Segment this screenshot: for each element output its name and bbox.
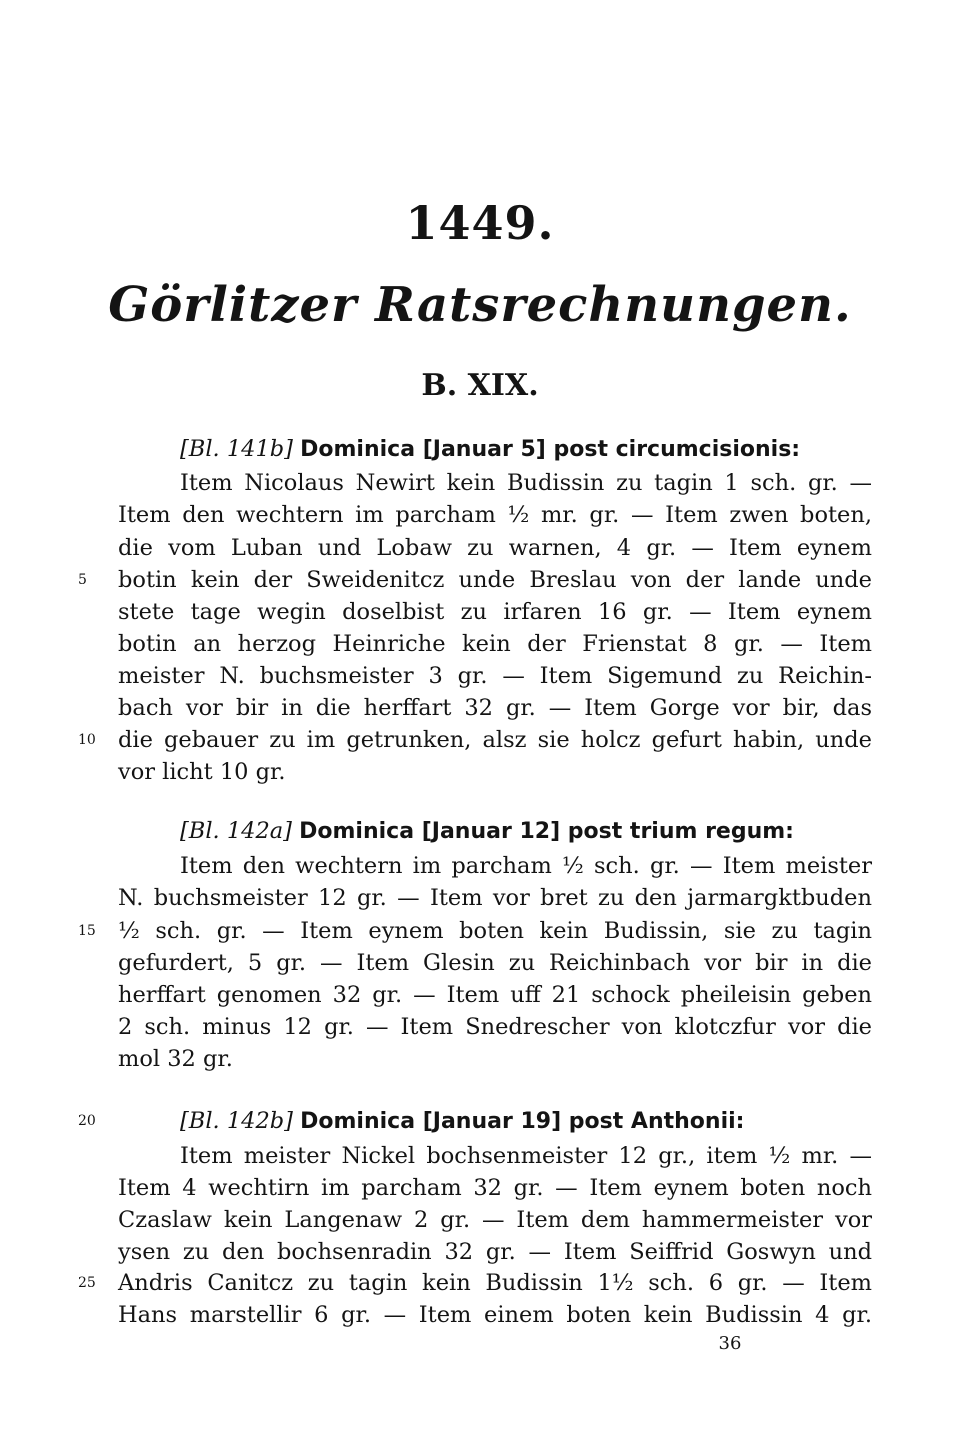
- folio-reference: [Bl. 141b]: [180, 436, 293, 462]
- text-line: die gebauer zu im getrunken, alsz sie holcz gefurt habin, unde: [118, 727, 872, 753]
- year-heading: 1449.: [405, 196, 555, 250]
- section-heading: [180, 434, 872, 464]
- text-line: N. buchsmeister 12 gr. — Item vor bret zu den jarmargktbuden: [118, 885, 872, 911]
- section-heading: [180, 816, 872, 846]
- section-heading-text: Dominica [Januar 12] post trium regum:: [299, 819, 794, 844]
- line-number: 10: [78, 732, 96, 748]
- text-line: 2 sch. minus 12 gr. — Item Snedrescher von klotczfur vor die: [118, 1014, 872, 1040]
- line-number: 5: [78, 572, 87, 588]
- folio-reference: [Bl. 142a]: [180, 818, 292, 844]
- text-line: Item 4 wechtirn im parcham 32 gr. — Item eynem boten noch: [118, 1175, 872, 1201]
- text-line: Item meister Nickel bochsenmeister 12 gr., item ½ mr. —: [180, 1143, 872, 1169]
- line-number: 20: [78, 1113, 96, 1129]
- document-title: Görlitzer Ratsrechnungen.: [108, 277, 852, 333]
- text-line: gefurdert, 5 gr. — Item Glesin zu Reichinbach vor bir in die: [118, 950, 872, 976]
- page-number: 36: [718, 1333, 742, 1354]
- line-number: 15: [78, 923, 96, 939]
- folio-reference: [Bl. 142b]: [180, 1108, 293, 1134]
- text-line: bach vor bir in die herffart 32 gr. — Item Gorge vor bir, das: [118, 695, 872, 721]
- text-line: Item den wechtern im parcham ½ sch. gr. — Item meister: [180, 853, 872, 879]
- text-line: ½ sch. gr. — Item eynem boten kein Budissin, sie zu tagin: [118, 918, 872, 944]
- text-line: mol 32 gr.: [118, 1046, 233, 1072]
- volume-label: B. XIX.: [421, 368, 539, 403]
- section-heading: [180, 1106, 872, 1136]
- text-line: botin kein der Sweidenitcz unde Breslau von der lande unde: [118, 567, 872, 593]
- text-line: Andris Canitcz zu tagin kein Budissin 1½ sch. 6 gr. — Item: [118, 1270, 872, 1296]
- text-line: ysen zu den bochsenradin 32 gr. — Item Seiffrid Goswyn und: [118, 1239, 872, 1265]
- text-line: botin an herzog Heinriche kein der Frienstat 8 gr. — Item: [118, 631, 872, 657]
- line-number: 25: [78, 1275, 96, 1291]
- text-line: Czaslaw kein Langenaw 2 gr. — Item dem hammermeister vor: [118, 1207, 872, 1233]
- text-line: stete tage wegin doselbist zu irfaren 16 gr. — Item eynem: [118, 599, 872, 625]
- text-line: Item Nicolaus Newirt kein Budissin zu tagin 1 sch. gr. —: [180, 470, 872, 496]
- text-line: Hans marstellir 6 gr. — Item einem boten kein Budissin 4 gr.: [118, 1302, 872, 1328]
- text-line: meister N. buchsmeister 3 gr. — Item Sigemund zu Reichin-: [118, 663, 872, 689]
- text-line: Item den wechtern im parcham ½ mr. gr. — Item zwen boten,: [118, 502, 872, 528]
- section-heading-text: Dominica [Januar 5] post circumcisionis:: [300, 437, 801, 462]
- text-line: vor licht 10 gr.: [118, 759, 286, 785]
- text-line: die vom Luban und Lobaw zu warnen, 4 gr. — Item eynem: [118, 535, 872, 561]
- text-line: herffart genomen 32 gr. — Item uff 21 schock pheileisin geben: [118, 982, 872, 1008]
- section-heading-text: Dominica [Januar 19] post Anthonii:: [300, 1109, 745, 1134]
